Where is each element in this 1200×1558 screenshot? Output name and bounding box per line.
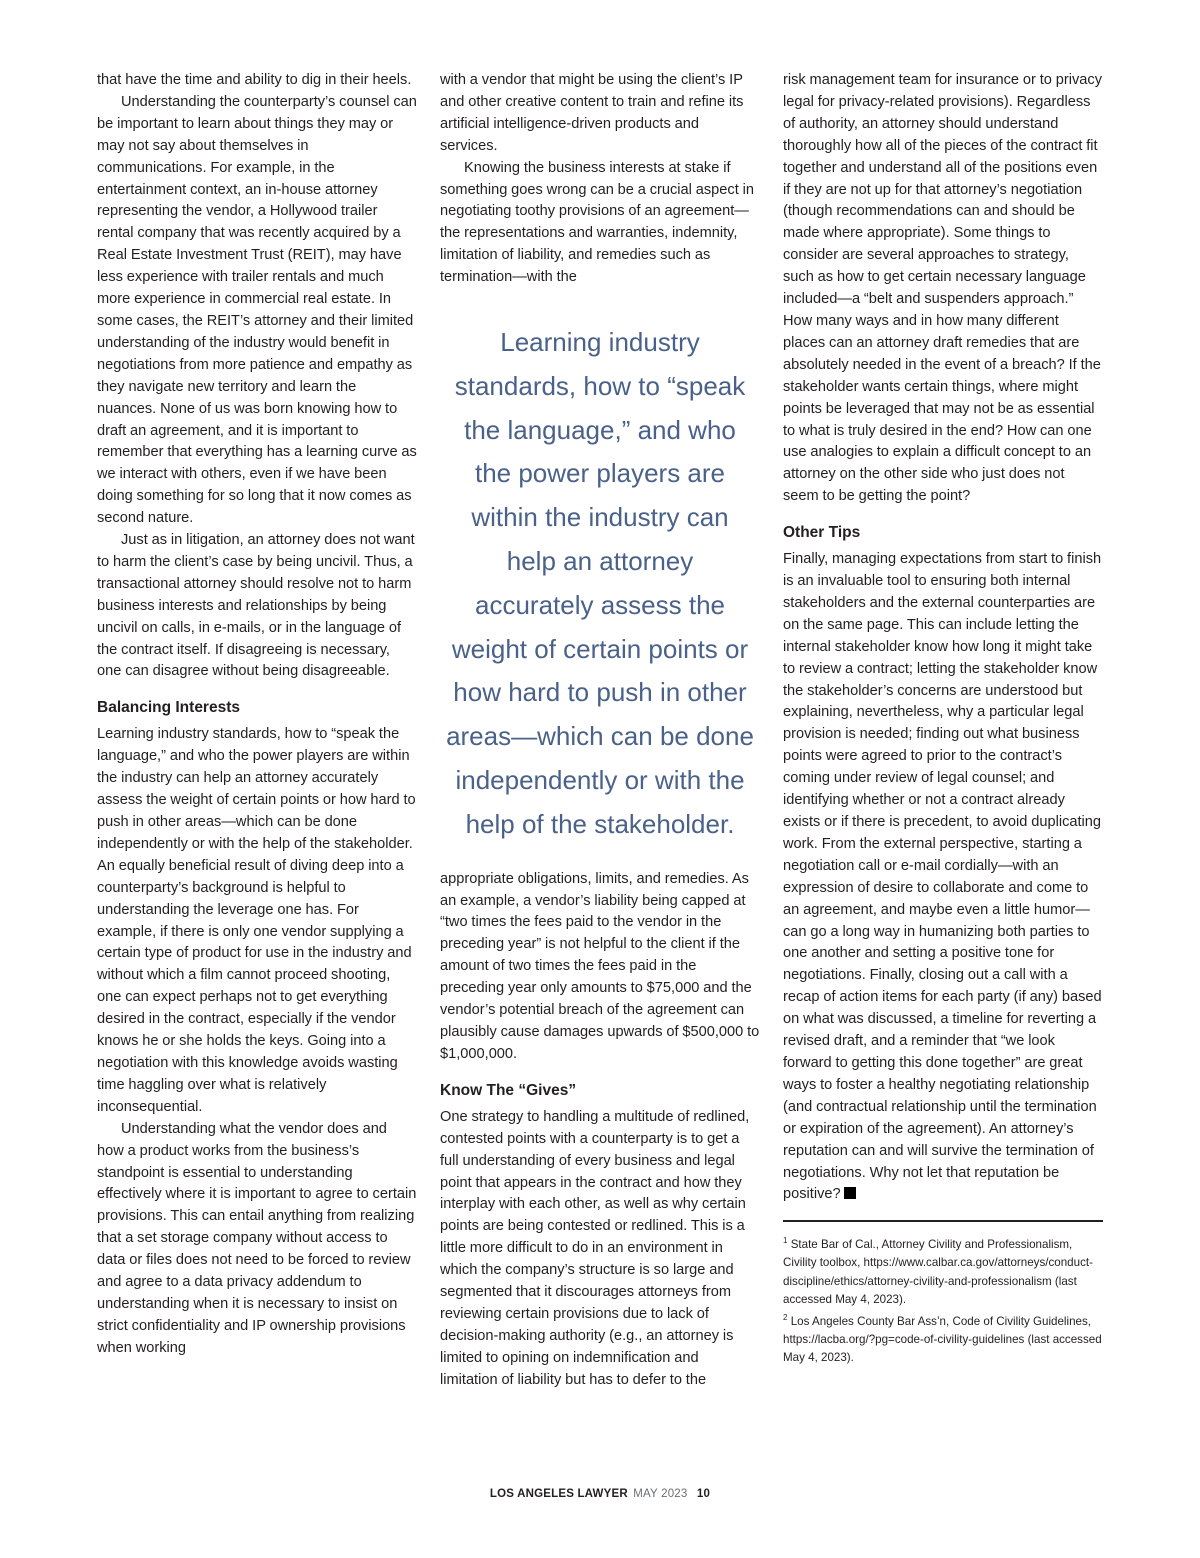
issue-date: MAY 2023 xyxy=(633,1488,688,1500)
paragraph-text: Finally, managing expectations from start to finish is an invaluable tool to ensuring both internal stakeholders and the external counterparties are on the same page. This can include letting the internal stakeholder know how long it might take to review a contract; letting the stakeholder know the stakeholder’s concerns are understood but explaining, nevertheless, why a particular legal provision is needed; finding out what business points were agreed to prior to the contract’s coming under review of legal counsel; and identifying whether or not a contract already exists or if there is precedent, to avoid duplicating work. From the external perspective, starting a negotiation call or e-mail cordially—with an expression of desire to collaborate and come to an agreement, and maybe even a little humor—can go a long way in humanizing both parties to one another and setting a positive tone for negotiations. Finally, closing out a call with a recap of action items for each party (if any) based on what was discussed, a timeline for reverting a revised draft, and a reminder that “we look forward to getting this done together” are great ways to foster a healthy negotiating relationship (and contractual relationship until the termination or expiration of the agreement). An attorney’s reputation can and will survive the termination of negotiations. Why not let that reputation be positive? xyxy=(783,551,1102,1203)
column-middle xyxy=(440,70,760,1392)
footnote-number: 1 xyxy=(783,1236,788,1246)
paragraph: Learning industry standards, how to “speak the language,” and who the power players are within the industry can help an attorney accurately assess the weight of certain points or how hard to push in other areas—which can be done independently or with the help of the stakeholder. An equally beneficial result of diving deep into a counterparty’s background is helpful to understanding the leverage one has. For example, if there is only one vendor supplying a certain type of product for use in the industry and without which a film cannot proceed shooting, one can expect perhaps not to get everything desired in the contract, especially if the vendor knows he or she holds the keys. Going into a negotiation with this knowledge avoids wasting time haggling over what is relatively inconsequential. xyxy=(97,726,416,1115)
paragraph: One strategy to handling a multitude of redlined, contested points with a counterparty is to get a full understanding of every business and legal point that appears in the contract and how they interplay with each other, as well as why certain points are being contested or redlined. This is a little more difficult to do in an environment in which the company’s structure is so large and segmented that it discourages attorneys from reviewing certain provisions due to lack of decision-making authority (e.g., an attorney is limited to opining on indemnification and limitation of liability but has to defer to the xyxy=(440,1108,750,1388)
paragraph: appropriate obligations, limits, and remedies. As an example, a vendor’s liability being capped at “two times the fees paid to the vendor in the preceding year” is not helpful to the client if the amount of two times the fees paid in the preceding year only amounts to $75,000 and the vendor’s potential breach of the agreement can plausibly cause damages upwards of $500,000 to $1,000,000. xyxy=(440,870,760,1062)
section-heading-know-the-gives: Know The “Gives” xyxy=(440,1081,577,1099)
footnote-1 xyxy=(783,1232,1103,1309)
publication-name: LOS ANGELES LAWYER xyxy=(489,1488,628,1500)
page-number: 10 xyxy=(696,1488,711,1500)
footnote-divider xyxy=(783,1220,1103,1222)
end-of-article-mark xyxy=(844,1187,856,1199)
section-heading-other-tips: Other Tips xyxy=(783,524,861,542)
paragraph-final xyxy=(783,549,1103,1206)
page-footer xyxy=(0,1488,1200,1500)
footnote-2 xyxy=(783,1309,1103,1367)
paragraph: with a vendor that might be using the client’s IP and other creative content to train and refine its artificial intelligence-driven products and services. xyxy=(440,72,744,154)
paragraph: that have the time and ability to dig in their heels. xyxy=(97,72,412,88)
pull-quote: Learning industry standards, how to “speak the language,” and who the power players are within the industry can help an attorney accurately assess the weight of certain points or how hard to push in other areas—which can be done independently or with the help of the stakeholder. xyxy=(446,327,754,839)
footnote-number: 2 xyxy=(783,1312,788,1322)
footnote-text: State Bar of Cal., Attorney Civility and Professionalism, Civility toolbox, https://www.calbar.ca.gov/attorneys/conduct-discipline/ethics/attorney-civility-and-professionalism (last accessed May 4, 2023). xyxy=(783,1238,1093,1306)
column-left xyxy=(97,70,417,1360)
paragraph: Understanding the counterparty’s counsel can be important to learn about things they may or may not say about themselves in communications. For example, in the entertainment context, an in-house attorney representing the vendor, a Hollywood trailer rental company that was recently acquired by a Real Estate Investment Trust (REIT), may have less experience with trailer rentals and much more experience in commercial real estate. In some cases, the REIT’s attorney and their limited understanding of the industry would benefit in negotiations from more patience and empathy as they navigate new territory and learn the nuances. None of us was born knowing how to draft an agreement, and it is important to remember that everything has a learning curve as we interact with others, even if we have been doing something for so long that it now comes as second nature. xyxy=(97,93,417,527)
paragraph: Knowing the business interests at stake if something goes wrong can be a crucial aspect in negotiating toothy provisions of an agreement—the representations and warranties, indemnity, limitation of liability, and remedies such as termination—with the xyxy=(440,159,754,286)
section-heading-balancing-interests: Balancing Interests xyxy=(97,699,240,717)
paragraph: risk management team for insurance or to privacy legal for privacy-related provisions). Regardless of authority, an attorney should understand thoroughly how all of the pieces of the contract fit together and understand all of the positions even if they are not up for that attorney’s negotiation (though recommendations can and should be made where appropriate). Some things to consider are several approaches to strategy, such as how to get certain necessary language included—a “belt and suspenders approach.” How many ways and in how many different places can an attorney draft remedies that are absolutely needed in the event of a breach? If the stakeholder wants certain things, where might points be leveraged that may not be as essential to what is truly desired in the end? How can one use analogies to explain a difficult concept to an attorney on the other side who just does not seem to be getting the point? xyxy=(783,72,1102,505)
footnote-text: Los Angeles County Bar Ass’n, Code of Civility Guidelines, https://lacba.org/?pg=code-of-civility-guidelines (last accessed May 4, 2023). xyxy=(783,1314,1102,1365)
column-right xyxy=(783,70,1103,1367)
paragraph: Understanding what the vendor does and how a product works from the business’s standpoint is essential to understanding effectively where it is important to agree to certain provisions. This can entail anything from realizing that a set storage company without access to data or files does not need to be forced to review and agree to a data privacy addendum to understanding when it is necessary to insist on strict confidentiality and IP ownership provisions when working xyxy=(97,1120,417,1356)
paragraph: Just as in litigation, an attorney does not want to harm the client’s case by being uncivil. Thus, a transactional attorney should resolve not to harm business interests and relationships by being uncivil on calls, in e-mails, or in the language of the contract itself. If disagreeing is necessary, one can disagree without being disagreeable. xyxy=(97,532,415,680)
